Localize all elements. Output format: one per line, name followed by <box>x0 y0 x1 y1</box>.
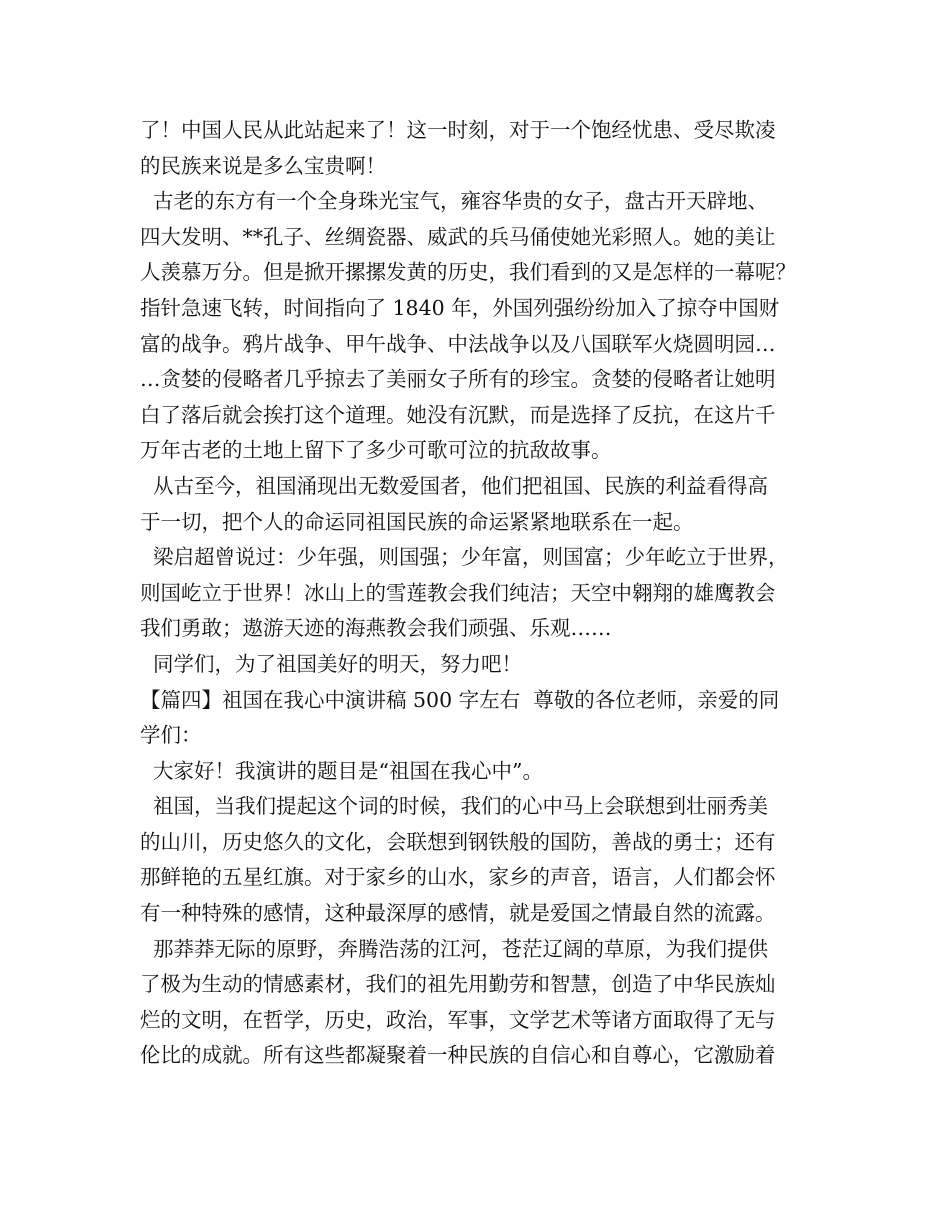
text-line: 了！中国人民从此站起来了！这一时刻，对于一个饱经忧患、受尽欺凌 <box>140 118 776 142</box>
text-line: 则国屹立于世界！冰山上的雪莲教会我们纯洁；天空中翱翔的雄鹰教会 <box>140 580 776 605</box>
text-line: 人羡慕万分。但是掀开摞摞发黄的历史，我们看到的又是怎样的一幕呢？ <box>140 260 796 285</box>
text-line: 的民族来说是多么宝贵啊！ <box>140 153 386 178</box>
text-line: 同学们，为了祖国美好的明天，努力吧！ <box>140 651 523 676</box>
text-line: 【篇四】祖国在我心中演讲稿 500 字左右 尊敬的各位老师，亲爱的同 <box>140 687 780 712</box>
document-body <box>140 113 825 1074</box>
text-line: 了极为生动的情感素材，我们的祖先用勤劳和智慧，创造了中华民族灿 <box>140 972 776 997</box>
text-line: 于一切，把个人的命运同祖国民族的命运紧紧地联系在一起。 <box>140 509 694 534</box>
text-line: 从古至今，祖国涌现出无数爱国者，他们把祖国、民族的利益看得高 <box>140 473 769 498</box>
text-line: 富的战争。鸦片战争、甲午战争、中法战争以及八国联军火烧圆明园… <box>140 331 776 356</box>
text-line: 烂的文明，在哲学，历史，政治，军事，文学艺术等诸方面取得了无与 <box>140 1007 776 1032</box>
text-line: 伦比的成就。所有这些都凝聚着一种民族的自信心和自尊心，它激励着 <box>140 1043 776 1068</box>
text-line: 有一种特殊的感情，这种最深厚的感情，就是爱国之情最自然的流露。 <box>140 901 776 926</box>
text-line: 的山川，历史悠久的文化，会联想到钢铁般的国防，善战的勇士；还有 <box>140 829 776 854</box>
text-line: …贪婪的侵略者几乎掠去了美丽女子所有的珍宝。贪婪的侵略者让她明 <box>140 367 776 392</box>
text-line: 那鲜艳的五星红旗。对于家乡的山水，家乡的声音，语言，人们都会怀 <box>140 865 776 890</box>
text-line: 我们勇敢；遨游天迹的海燕教会我们顽强、乐观…… <box>140 616 612 641</box>
text-line: 白了落后就会挨打这个道理。她没有沉默，而是选择了反抗，在这片千 <box>140 402 776 427</box>
text-line: 指针急速飞转，时间指向了 1840 年，外国列强纷纷加入了掠夺中国财 <box>140 295 780 320</box>
text-line: 那莽莽无际的原野，奔腾浩荡的江河，苍茫辽阔的草原，为我们提供 <box>140 936 769 961</box>
text-line: 四大发明、**孔子、丝绸瓷器、威武的兵马俑使她光彩照人。她的美让 <box>140 224 776 249</box>
text-line: 祖国，当我们提起这个词的时候，我们的心中马上会联想到壮丽秀美 <box>140 794 769 819</box>
text-line: 古老的东方有一个全身珠光宝气，雍容华贵的女子，盘古开天辟地、 <box>140 189 769 214</box>
text-line: 学们： <box>140 723 202 748</box>
text-line: 万年古老的土地上留下了多少可歌可泣的抗敌故事。 <box>140 438 612 463</box>
text-line: 大家好！我演讲的题目是“祖国在我心中”。 <box>140 758 543 783</box>
text-line: 梁启超曾说过：少年强，则国强；少年富，则国富；少年屹立于世界， <box>140 545 789 570</box>
